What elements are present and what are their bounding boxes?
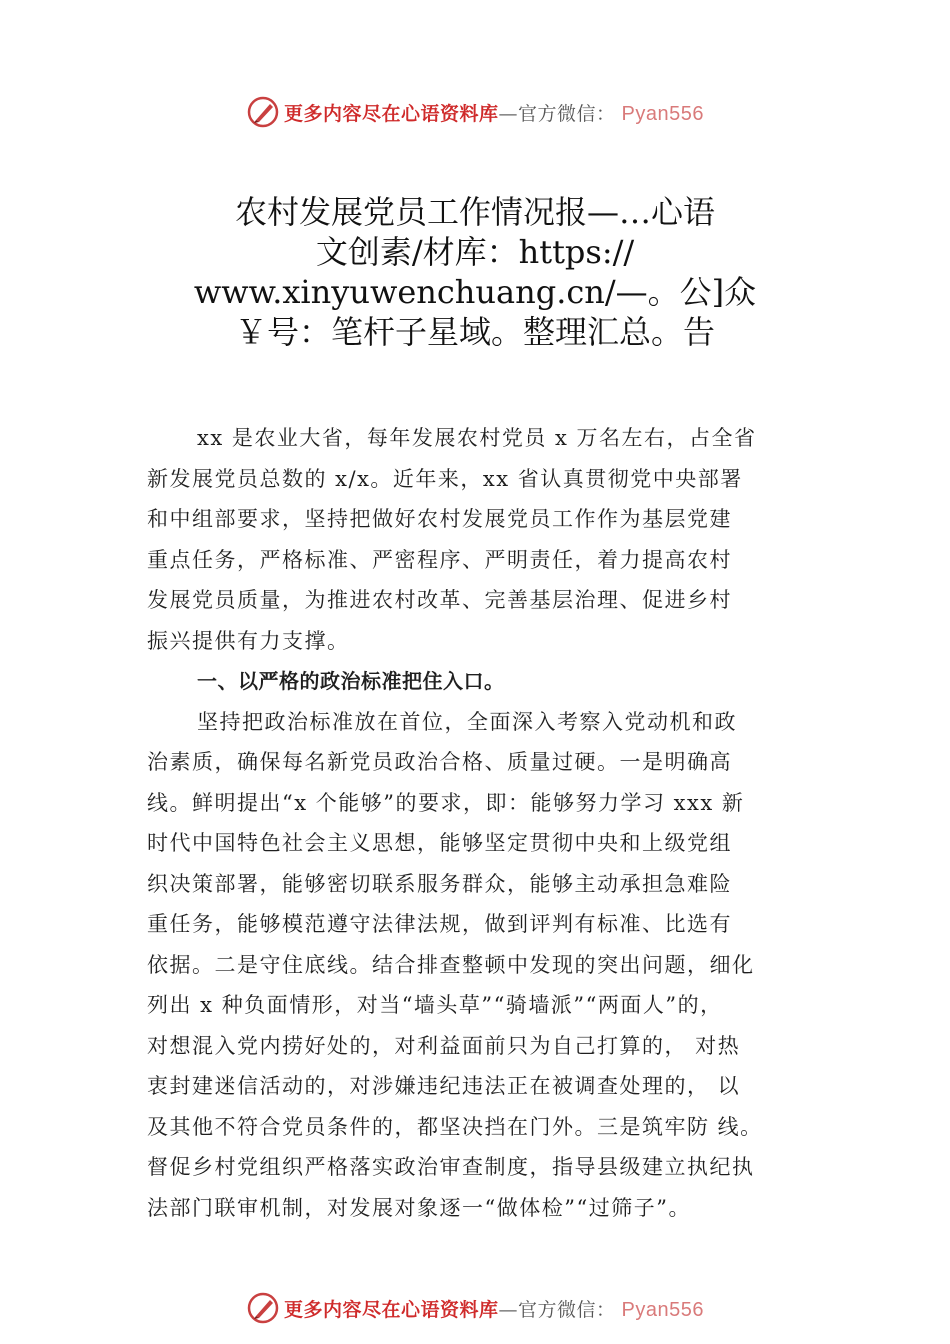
body-line: 对想混入党内捞好处的，对利益面前只为自己打算的， 对热 — [147, 1033, 741, 1058]
body-line: 列出 x 种负面情形，对当“墙头草”“骑墙派”“两面人”的， — [147, 993, 723, 1017]
body-line: 重任务，能够模范遵守法律法规，做到评判有标准、比选有 — [147, 912, 732, 936]
title-line: www.xinyuwenchuang.cn/—。公]众 — [193, 273, 757, 311]
banner-official-label: 官方微信： — [518, 1298, 616, 1321]
body-line: 坚持把政治标准放在首位，全面深入考察入党动机和政 — [197, 709, 737, 734]
banner-official-label: 官方微信： — [518, 102, 616, 125]
body-line: 治素质，确保每名新党员政治合格、质量过硬。一是明确高 — [147, 750, 732, 774]
body-line: 法部门联审机制，对发展对象逐一“做体检”“过筛子”。 — [147, 1195, 691, 1220]
body-line: 发展党员质量，为推进农村改革、完善基层治理、促进乡村 — [147, 588, 732, 612]
body-line: 及其他不符合党员条件的，都坚决挡在门外。三是筑牢防 线。 — [147, 1114, 763, 1139]
document-body — [147, 418, 837, 1228]
pen-logo-icon — [246, 95, 280, 129]
banner-text — [284, 1295, 704, 1322]
banner-text — [284, 99, 704, 126]
body-line: xx 是农业大省，每年发展农村党员 x 万名左右，占全省 — [197, 426, 757, 450]
banner-wechat-id: Pyan556 — [621, 1298, 704, 1321]
banner-separator: — — [498, 1298, 519, 1321]
body-line: 重点任务，严格标准、严密程序、严明责任，着力提高农村 — [147, 547, 732, 572]
body-line: 时代中国特色社会主义思想，能够坚定贯彻中央和上级党组 — [147, 831, 732, 855]
body-line: 依据。二是守住底线。结合排查整顿中发现的突出问题，细化 — [147, 952, 755, 977]
section-heading: 一、以严格的政治标准把住入口。 — [197, 669, 505, 693]
body-line: 衷封建迷信活动的，对涉嫌违纪违法正在被调查处理的， 以 — [147, 1074, 741, 1098]
document-title — [150, 192, 800, 352]
pen-logo-icon — [246, 1291, 280, 1325]
banner-wechat-id: Pyan556 — [621, 102, 704, 125]
body-line: 和中组部要求，坚持把做好农村发展党员工作作为基层党建 — [147, 507, 732, 531]
banner-main-text: 更多内容尽在心语资料库 — [284, 1298, 499, 1321]
banner-separator: — — [498, 102, 519, 125]
body-line: 新发展党员总数的 x/x。近年来，xx 省认真贯彻党中央部署 — [147, 466, 743, 491]
header-banner — [0, 92, 950, 132]
body-line: 织决策部署，能够密切联系服务群众，能够主动承担急难险 — [147, 871, 732, 896]
banner-main-text: 更多内容尽在心语资料库 — [284, 102, 499, 125]
body-line: 振兴提供有力支撑。 — [147, 628, 350, 653]
title-line: ￥号：笔杆子星域。整理汇总。告 — [234, 313, 715, 351]
title-line: 农村发展党员工作情况报—…心语 — [234, 193, 715, 231]
title-line: 文创素/材库：https:// — [315, 233, 635, 271]
body-line: 线。鲜明提出“x 个能够”的要求，即：能够努力学习 xxx 新 — [147, 790, 745, 815]
body-line: 督促乡村党组织严格落实政治审查制度，指导县级建立执纪执 — [147, 1155, 755, 1179]
footer-banner — [0, 1288, 950, 1328]
